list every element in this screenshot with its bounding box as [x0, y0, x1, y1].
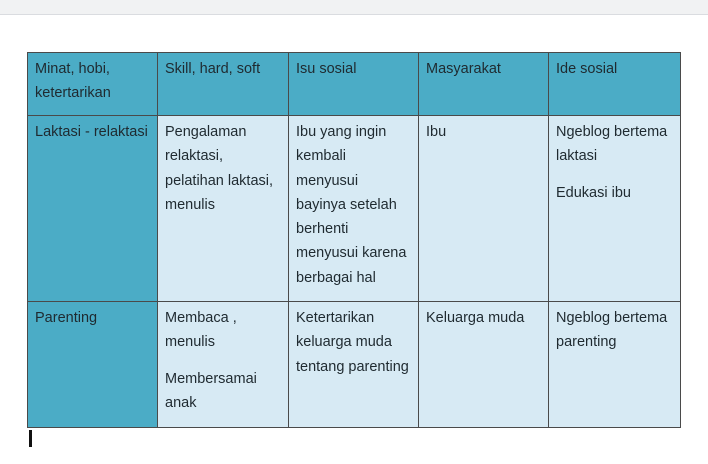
- skill-cell[interactable]: [158, 116, 289, 302]
- masyarakat-cell[interactable]: [419, 302, 549, 428]
- header-cell-isu[interactable]: Isu sosial: [289, 53, 419, 116]
- table-header-row: [28, 53, 681, 116]
- row-label-cell[interactable]: [28, 116, 158, 302]
- isu-cell[interactable]: [289, 302, 419, 428]
- skill-cell[interactable]: [158, 302, 289, 428]
- cell-paragraph: Parenting: [35, 310, 98, 326]
- ide-cell[interactable]: [549, 302, 681, 428]
- isu-cell[interactable]: [289, 116, 419, 302]
- cell-paragraph: Keluarga muda: [426, 310, 525, 326]
- document-table: [27, 52, 681, 428]
- text-cursor: [29, 430, 32, 447]
- cell-paragraph: Ibu: [426, 124, 447, 140]
- cell-paragraph: Ngeblog bertema laktasi: [556, 124, 668, 165]
- ide-cell[interactable]: [549, 116, 681, 302]
- cell-paragraph: Ngeblog bertema parenting: [556, 310, 668, 351]
- cell-paragraph: Ibu yang ingin kembali menyusui bayinya setelah berhenti menyusui karena berbagai hal: [296, 124, 407, 286]
- masyarakat-cell[interactable]: [419, 116, 549, 302]
- cell-paragraph: Edukasi ibu: [556, 184, 631, 201]
- header-cell-masyarakat[interactable]: Masyarakat: [419, 53, 549, 116]
- table-row: [28, 302, 681, 428]
- cell-paragraph: Membaca , menulis: [165, 310, 237, 351]
- header-cell-skill[interactable]: Skill, hard, soft: [158, 53, 289, 116]
- header-cell-minat[interactable]: Minat, hobi, ketertarikan: [28, 53, 158, 116]
- toolbar-strip: [0, 0, 708, 15]
- row-label-cell[interactable]: [28, 302, 158, 428]
- cell-paragraph: Pengalaman relaktasi, pelatihan laktasi, menulis: [165, 124, 274, 213]
- table-row: [28, 116, 681, 302]
- header-cell-ide[interactable]: Ide sosial: [549, 53, 681, 116]
- cell-paragraph: Laktasi - relaktasi: [35, 124, 148, 140]
- cell-paragraph: Membersamai anak: [165, 370, 257, 411]
- cell-paragraph: Ketertarikan keluarga muda tentang parenting: [296, 310, 409, 375]
